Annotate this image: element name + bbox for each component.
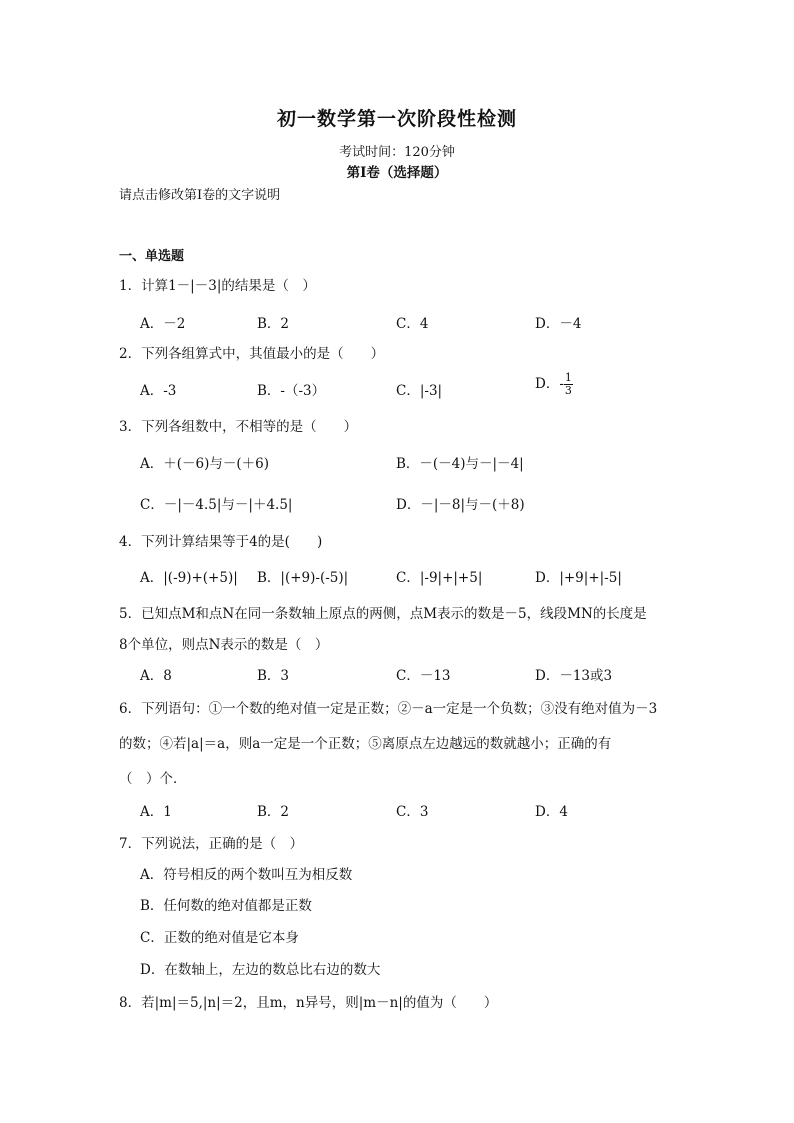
question-5-option-c: C．－13: [396, 668, 451, 684]
question-5-option-a: A．8: [140, 668, 172, 684]
page-title: 初一数学第一次阶段性检测: [276, 108, 517, 130]
question-3-stem: 3．下列各组数中，不相等的是（ ）: [119, 419, 358, 435]
question-7-option-d: D．在数轴上，左边的数总比右边的数大: [140, 962, 381, 978]
question-2-option-b: B．-（-3）: [257, 383, 326, 399]
exam-time: 考试时间：120分钟: [339, 145, 455, 160]
volume-heading: 第I卷（选择题）: [346, 165, 448, 181]
question-1-stem: 1．计算1－|－3|的结果是（ ）: [119, 278, 316, 294]
question-4-option-a: A．|(-9)+(+5)|: [140, 570, 238, 586]
section-heading: 一、单选题: [119, 249, 185, 264]
question-2-option-c: C．|-3|: [396, 383, 443, 399]
question-3-option-d: D．－|－8|与－(＋8): [396, 497, 525, 513]
question-3-option-c: C．－|－4.5|与－|＋4.5|: [140, 497, 293, 513]
question-4-option-c: C．|-9|+|+5|: [396, 570, 483, 586]
question-6-stem-line-2: 的数；④若|a|＝a，则a一定是一个正数；⑤离原点左边越远的数就越小；正确的有: [119, 736, 612, 752]
question-2-stem: 2．下列各组算式中，其值最小的是（ ）: [119, 346, 385, 362]
question-6-option-a: A．1: [140, 804, 172, 820]
question-2-option-d-label: D．-: [535, 376, 564, 392]
fraction-denominator: 3: [564, 384, 572, 397]
question-6-stem-line-3: （ ）个．: [119, 771, 187, 787]
question-6-option-d: D．4: [535, 804, 568, 820]
question-4-stem: 4．下列计算结果等于4的是( ): [119, 534, 323, 550]
question-2-option-d: [535, 372, 573, 397]
question-2-option-a: A．-3: [140, 383, 177, 399]
question-3-option-a: A．＋(－6)与－(＋6): [140, 456, 269, 472]
question-7-option-a: A．符号相反的两个数叫互为相反数: [140, 867, 353, 883]
question-5-stem-line-2: 8个单位，则点N表示的数是（ ）: [119, 637, 329, 653]
question-6-option-b: B．2: [257, 804, 290, 820]
volume-note: 请点击修改第I卷的文字说明: [119, 188, 281, 203]
question-1-option-c: C．4: [396, 316, 429, 332]
question-5-option-d: D．－13或3: [535, 668, 613, 684]
question-6-option-c: C．3: [396, 804, 429, 820]
question-7-stem: 7．下列说法，正确的是（ ）: [119, 836, 304, 852]
question-7-option-b: B．任何数的绝对值都是正数: [140, 898, 312, 914]
question-3-option-b: B．－(－4)与－|－4|: [396, 456, 524, 472]
question-4-option-d: D．|+9|+|-5|: [535, 570, 622, 586]
question-1-option-a: A．－2: [140, 316, 186, 332]
fraction-numerator: 1: [564, 371, 572, 384]
question-5-option-b: B．3: [257, 668, 290, 684]
question-6-stem-line-1: 6．下列语句：①一个数的绝对值一定是正数；②－a一定是一个负数；③没有绝对值为－3: [119, 701, 658, 717]
question-8-stem: 8．若|m|＝5,|n|＝2，且m，n异号，则|m－n|的值为（ ）: [119, 995, 498, 1011]
question-5-stem-line-1: 5．已知点M和点N在同一条数轴上原点的两侧，点M表示的数是－5，线段MN的长度是: [119, 606, 647, 622]
fraction: [564, 372, 573, 397]
question-1-option-d: D．－4: [535, 316, 582, 332]
question-7-option-c: C．正数的绝对值是它本身: [140, 930, 299, 946]
question-1-option-b: B．2: [257, 316, 290, 332]
question-4-option-b: B．|(+9)-(-5)|: [257, 570, 349, 586]
